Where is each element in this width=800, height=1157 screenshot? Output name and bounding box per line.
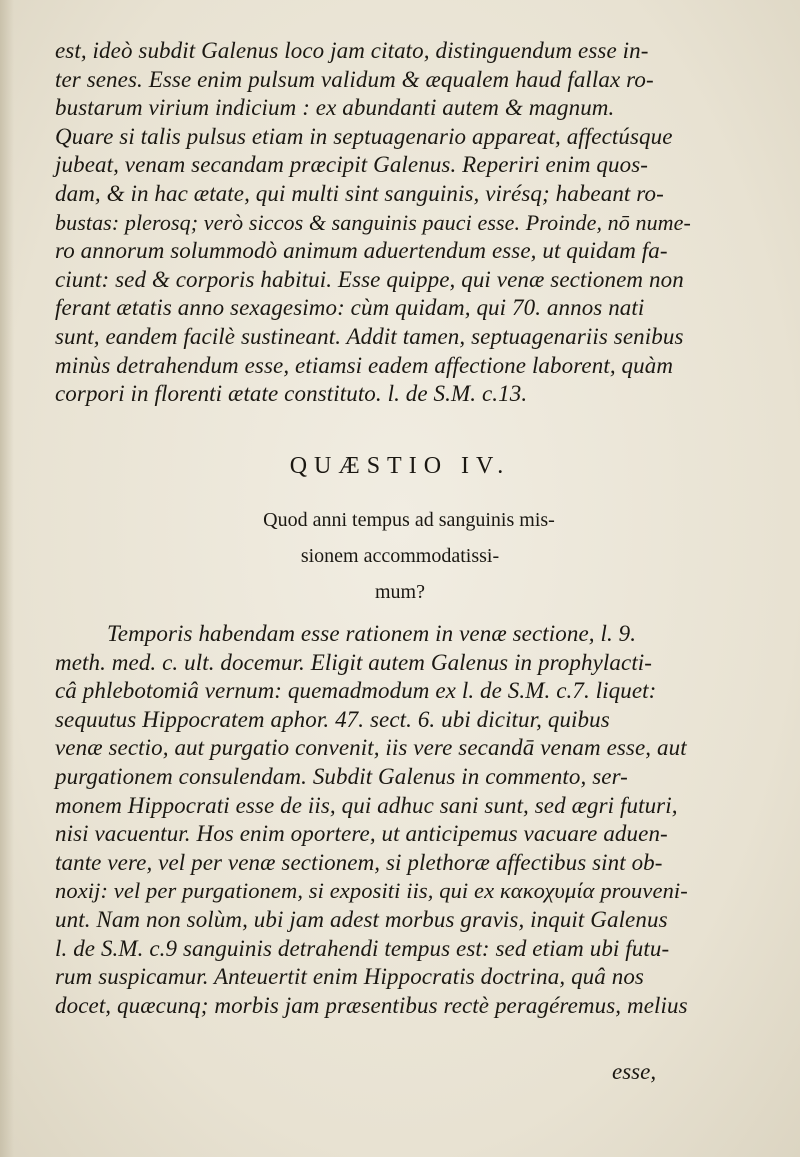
text-line: noxij: vel per purgationem, si expositi iis, qui ex κακοχυμία prouveni- — [55, 878, 688, 904]
top-paragraph — [55, 37, 700, 409]
text-line: Temporis habendam esse rationem in venæ sectione, l. 9. — [107, 621, 637, 646]
body-paragraph — [55, 620, 700, 1020]
title-line: Quod anni tempus ad sanguinis mis- — [263, 509, 555, 531]
text-line: purgationem consulendam. Subdit Galenus in commento, ser- — [55, 763, 628, 789]
text-line: ter senes. Esse enim pulsum validum & æqualem haud fallax ro- — [55, 66, 654, 92]
text-line: ro annorum solummodò animum aduertendum esse, ut quidam fa- — [55, 238, 668, 264]
text-line: sunt, eandem facilè sustineant. Addit tamen, septuagenariis senibus — [55, 323, 684, 349]
question-title — [0, 502, 800, 610]
text-line: l. de S.M. c.9 sanguinis detrahendi tempus est: sed etiam ubi futu- — [55, 935, 670, 961]
text-line: venæ sectio, aut purgatio convenit, iis vere secandā venam esse, aut — [55, 735, 687, 761]
text-line: dam, & in hac ætate, qui multi sint sanguinis, virésq; habeant ro- — [55, 180, 664, 206]
text-line: est, ideò subdit Galenus loco jam citato, distinguendum esse in- — [55, 38, 649, 63]
question-heading: QUÆSTIO IV. — [289, 453, 511, 479]
text-line: Quare si talis pulsus etiam in septuagenario appareat, affectúsque — [55, 123, 673, 149]
text-line: câ phlebotomiâ vernum: quemadmodum ex l. de S.M. c.7. liquet: — [55, 678, 657, 704]
text-line: docet, quæcunq; morbis jam præsentibus rectè peragéremus, melius — [55, 992, 688, 1018]
text-line: nisi vacuentur. Hos enim oportere, ut anticipemus vacuare aduen- — [55, 821, 668, 847]
text-line: ferant ætatis anno sexagesimo: cùm quidam, qui 70. annos nati — [55, 295, 645, 321]
catchword: esse, — [612, 1059, 657, 1084]
text-line: corpori in florenti ætate constituto. l. de S.M. c.13. — [55, 381, 528, 407]
text-line: monem Hippocrati esse de iis, qui adhuc sani sunt, sed ægri futuri, — [55, 792, 678, 818]
text-line: ciunt: sed & corporis habitui. Esse quippe, qui venæ sectionem non — [55, 266, 684, 292]
text-line: sequutus Hippocratem aphor. 47. sect. 6. ubi dicitur, quibus — [55, 706, 610, 732]
text-line: rum suspicamur. Anteuertit enim Hippocratis doctrina, quâ nos — [55, 964, 644, 990]
title-line: sionem accommodatissi- — [300, 545, 500, 567]
title-line: mum? — [375, 581, 425, 603]
text-line: jubeat, venam secandam præcipit Galenus. Reperiri enim quos- — [55, 152, 649, 178]
text-line: unt. Nam non solùm, ubi jam adest morbus gravis, inquit Galenus — [55, 906, 668, 932]
text-line: minùs detrahendum esse, etiamsi eadem affectione laborent, quàm — [55, 352, 674, 378]
text-line: meth. med. c. ult. docemur. Eligit autem Galenus in prophylacti- — [55, 649, 653, 675]
text-line: bustarum virium indicium : ex abundanti autem & magnum. — [55, 95, 615, 121]
text-line: tante vere, vel per venæ sectionem, si plethoræ affectibus sint ob- — [55, 849, 663, 875]
text-line: bustas: plerosq; verò siccos & sanguinis pauci esse. Proinde, nō nume- — [55, 209, 691, 235]
